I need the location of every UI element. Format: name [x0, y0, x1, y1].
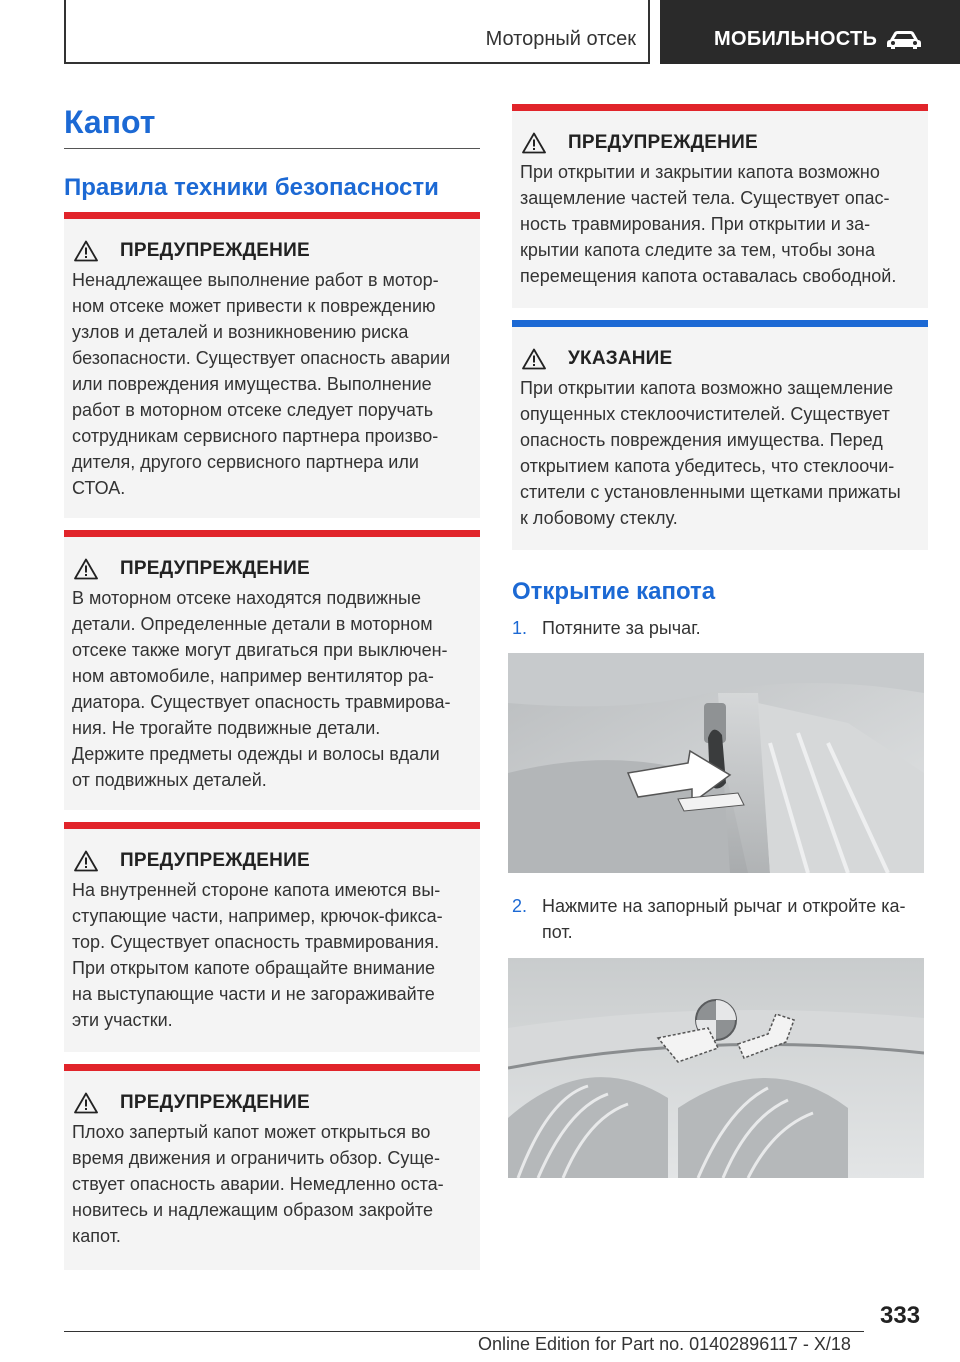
- hood-latch-illustration: [508, 958, 924, 1178]
- warning-triangle-icon: [522, 348, 546, 370]
- lever-illustration: [508, 653, 924, 873]
- step-number: 1.: [512, 618, 528, 638]
- warning-title: ПРЕДУПРЕЖДЕНИЕ: [120, 558, 310, 579]
- car-icon: [884, 28, 924, 52]
- warning-bar: [64, 212, 480, 219]
- warning-box-1: [64, 212, 480, 518]
- step-text: Нажмите на запорный рычаг и откройте ка- пот.: [542, 896, 906, 942]
- footer-edition: Online Edition for Part no. 01402896117 - X/18: [478, 1334, 851, 1354]
- warning-text: На внутренней стороне капота имеются вы- ступающие части, например, крючок-фикса- тор. Существует опасность травмирования. При открытом капоте обращайте внимание на выступающие части и не загораживайте эти участки.: [72, 880, 443, 1030]
- warning-bar: [64, 822, 480, 829]
- warning-title: ПРЕДУПРЕЖДЕНИЕ: [120, 1092, 310, 1113]
- notice-box: [512, 320, 928, 550]
- hood-opening-heading: Открытие капота: [512, 578, 716, 605]
- header-chapter-tab[interactable]: [660, 0, 960, 64]
- title-divider: [64, 148, 480, 149]
- warning-triangle-icon: [522, 132, 546, 154]
- warning-box-3: [64, 822, 480, 1052]
- notice-title: УКАЗАНИЕ: [568, 348, 673, 369]
- warning-bar: [64, 530, 480, 537]
- lever-image: [508, 653, 924, 873]
- warning-triangle-icon: [74, 240, 98, 262]
- warning-box-2: [64, 530, 480, 810]
- step-number: 2.: [512, 896, 528, 916]
- warning-bar: [512, 104, 928, 111]
- footer-divider: [64, 1331, 864, 1332]
- step-text: Потяните за рычаг.: [542, 618, 701, 638]
- warning-title: ПРЕДУПРЕЖДЕНИЕ: [120, 850, 310, 871]
- notice-text: При открытии капота возможно защемление опущенных стеклоочистителей. Существует опасность повреждения имущества. Перед открытием капота убедитесь, что стеклоочи- стители с установленными щетками прижаты к лобовому стеклу.: [520, 378, 901, 528]
- warning-triangle-icon: [74, 558, 98, 580]
- page-title: Капот: [64, 104, 156, 140]
- warning-title: ПРЕДУПРЕЖДЕНИЕ: [568, 132, 758, 153]
- page-number: 333: [880, 1302, 921, 1329]
- warning-title: ПРЕДУПРЕЖДЕНИЕ: [120, 240, 310, 261]
- warning-box-5: [512, 104, 928, 308]
- hood-latch-image: [508, 958, 924, 1178]
- notice-bar: [512, 320, 928, 327]
- warning-text: В моторном отсеке находятся подвижные детали. Определенные детали в моторном отсеке также могут двигаться при выключен- ном автомобиле, например вентилятор ра- диатора. Существует опасность травмирова- ния. Не трогайте подвижные детали. Держите предметы одежды и волосы вдали от подвижных деталей.: [72, 588, 451, 790]
- warning-box-4: [64, 1064, 480, 1270]
- header-section-title: Моторный отсек: [485, 28, 636, 50]
- header-section-box: [64, 0, 650, 64]
- warning-bar: [64, 1064, 480, 1071]
- safety-heading: Правила техники безопасности: [64, 174, 439, 201]
- warning-text: При открытии и закрытии капота возможно защемление частей тела. Существует опас- ность травмирования. При открытии и за- крытии капота следите за тем, чтобы зона перемещения капота оставалась свободной.: [520, 162, 897, 286]
- warning-text: Плохо запертый капот может открыться во время движения и ограничить обзор. Суще- ствует опасность аварии. Немедленно оста- новитесь и надлежащим образом закройте капот.: [72, 1122, 444, 1246]
- warning-triangle-icon: [74, 1092, 98, 1114]
- warning-text: Ненадлежащее выполнение работ в мотор- ном отсеке может привести к повреждению узлов и деталей и возникновению риска безопасности. Существует опасность аварии или повреждения имущества. Выполнение работ в моторном отсеке следует поручать сотрудникам сервисного партнера произво- дителя, другого сервисного партнера или СТОА.: [72, 270, 451, 498]
- header-chapter-label: МОБИЛЬНОСТЬ: [714, 28, 878, 50]
- warning-triangle-icon: [74, 850, 98, 872]
